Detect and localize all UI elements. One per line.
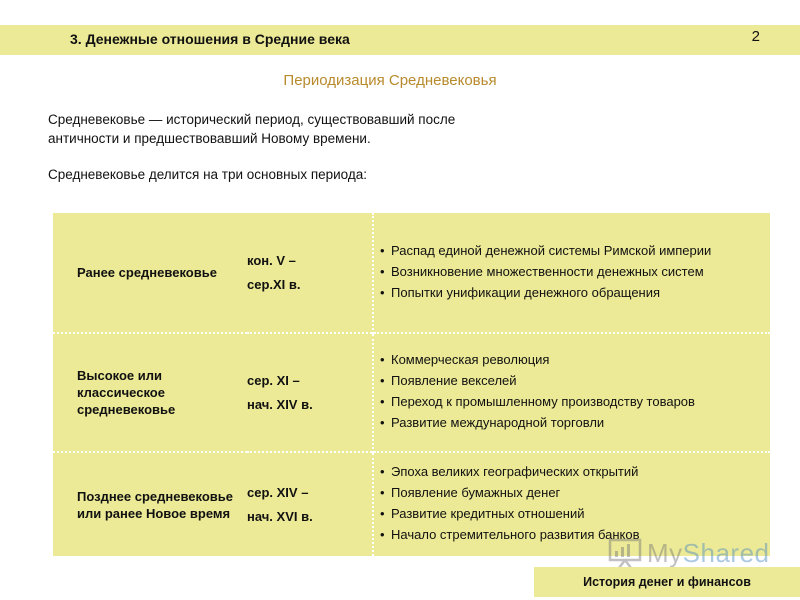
list-item: • Попытки унификации денежного обращения	[380, 285, 762, 301]
date-to: сер.XI в.	[247, 276, 301, 292]
watermark-text: MyShared	[647, 537, 770, 568]
date-from: кон. V –	[247, 252, 296, 268]
period-name: Высокое или классическое средневековье	[53, 333, 247, 452]
period-name: Ранее средневековье	[77, 265, 217, 280]
table-row	[53, 213, 770, 333]
intro-line: Средневековье делится на три основных периода:	[48, 167, 368, 182]
date-from: сер. XI –	[247, 372, 300, 388]
presentation-board-icon	[607, 537, 645, 569]
list-item: • Развитие кредитных отношений	[380, 506, 762, 522]
header-bar	[0, 25, 800, 55]
slide-title: 3. Денежные отношения в Средние века	[70, 31, 350, 47]
list-item: • Эпоха великих географических открытий	[380, 464, 762, 480]
list-item: • Развитие международной торговли	[380, 415, 762, 431]
intro-text	[48, 110, 548, 184]
table-row	[53, 333, 770, 452]
list-item: • Переход к промышленному производству товаров	[380, 394, 762, 410]
period-dates	[247, 452, 373, 556]
intro-line: Средневековье — исторический период, существовавший после	[48, 112, 456, 127]
watermark-logo	[607, 537, 770, 569]
period-name: Позднее средневековье или ранее Новое время	[53, 452, 247, 556]
intro-line: античности и предшествовавший Новому времени.	[48, 131, 371, 146]
date-from: сер. XIV –	[247, 484, 309, 500]
periods-table	[53, 213, 770, 556]
date-to: нач. XIV в.	[247, 396, 313, 412]
list-item: • Распад единой денежной системы Римской империи	[380, 243, 762, 259]
period-dates	[247, 333, 373, 452]
period-events	[373, 333, 770, 452]
list-item: • Возникновение множественности денежных систем	[380, 264, 762, 280]
list-item: • Появление векселей	[380, 373, 762, 389]
date-to: нач. XVI в.	[247, 508, 313, 524]
page-number: 2	[751, 28, 760, 45]
list-item: • Начало стремительного развития банков	[380, 527, 762, 543]
footer-bar	[534, 567, 800, 597]
footer-label: История денег и финансов	[583, 575, 751, 589]
period-events	[373, 213, 770, 333]
list-item: • Появление бумажных денег	[380, 485, 762, 501]
list-item: • Коммерческая революция	[380, 352, 762, 368]
slide-subtitle: Периодизация Средневековья	[283, 72, 497, 89]
period-dates	[247, 213, 373, 333]
